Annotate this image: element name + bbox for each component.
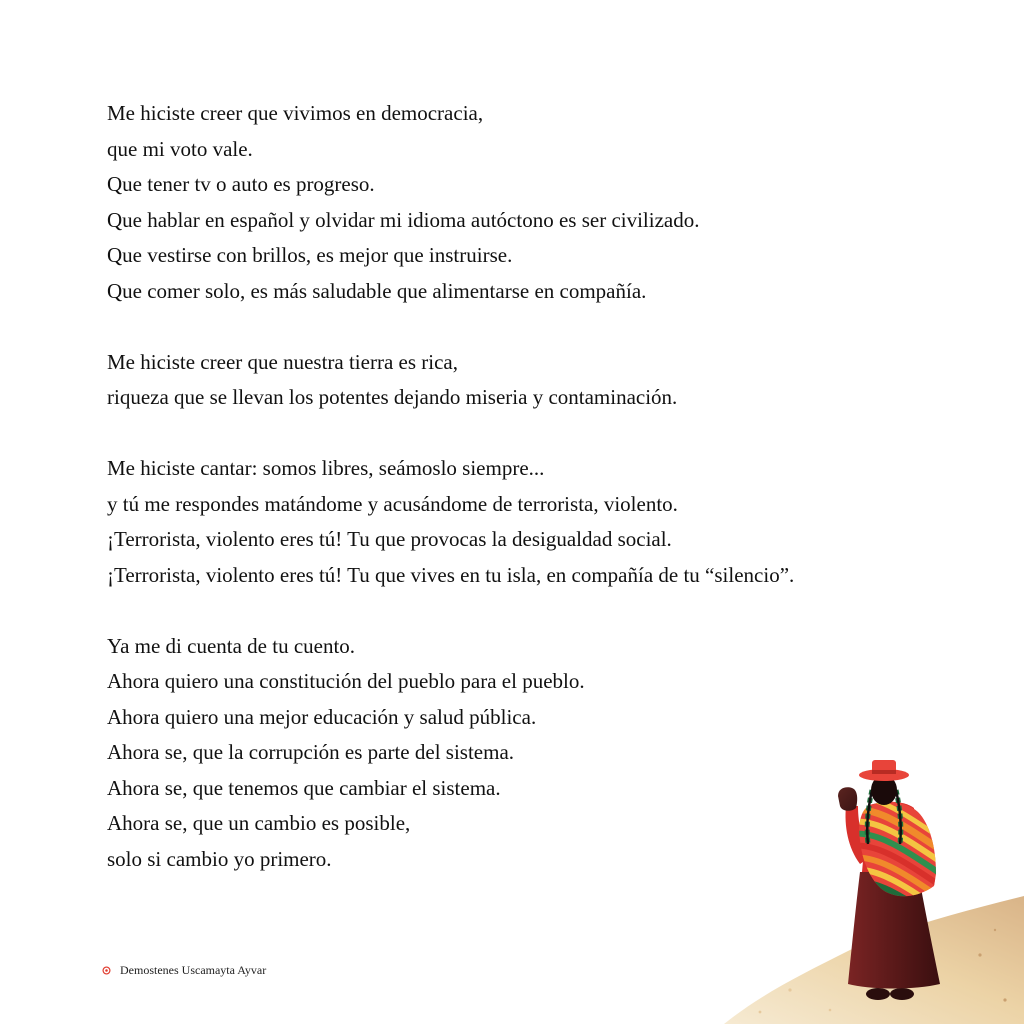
poem-line: Que hablar en español y olvidar mi idioma autóctono es ser civilizado.: [107, 207, 700, 232]
sand-hill: [724, 896, 1024, 1024]
stanza-1: [107, 96, 927, 309]
footer: [102, 963, 266, 978]
poem-line: Ya me di cuenta de tu cuento.: [107, 633, 356, 658]
poem-line: ¡Terrorista, violento eres tú! Tu que vives en tu isla, en compañía de tu “silencio”.: [107, 562, 795, 587]
circle-dot-icon: [102, 966, 111, 975]
poem-line: riqueza que se llevan los potentes dejando miseria y contaminación.: [107, 385, 678, 409]
poem-line: solo si cambio yo primero.: [107, 846, 332, 871]
poem-line: Ahora se, que un cambio es posible,: [107, 811, 411, 835]
poem-line: Que vestirse con brillos, es mejor que instruirse.: [107, 243, 513, 267]
stanza-4: [107, 629, 927, 878]
poem-line: ¡Terrorista, violento eres tú! Tu que provocas la desigualdad social.: [107, 527, 672, 551]
poem-line: Ahora se, que la corrupción es parte del sistema.: [107, 740, 515, 764]
poem-line: Me hiciste creer que nuestra tierra es rica,: [107, 349, 458, 374]
poem-line: Me hiciste creer que vivimos en democracia,: [107, 101, 484, 125]
poem: [107, 96, 927, 913]
poem-line: Ahora quiero una mejor educación y salud pública.: [107, 704, 537, 729]
poem-line: que mi voto vale.: [107, 136, 253, 161]
stanza-2: [107, 345, 927, 416]
poem-line: Me hiciste cantar: somos libres, seámoslo siempre...: [107, 456, 545, 480]
stanza-3: [107, 451, 927, 593]
poem-line: Que tener tv o auto es progreso.: [107, 172, 375, 196]
poem-line: Ahora quiero una constitución del pueblo para el pueblo.: [107, 669, 585, 693]
poem-line: Ahora se, que tenemos que cambiar el sistema.: [107, 775, 501, 800]
poem-line: y tú me respondes matándome y acusándome de terrorista, violento.: [107, 491, 678, 516]
poem-line: Que comer solo, es más saludable que alimentarse en compañía.: [107, 278, 647, 303]
author-name: Demostenes Uscamayta Ayvar: [120, 963, 267, 977]
